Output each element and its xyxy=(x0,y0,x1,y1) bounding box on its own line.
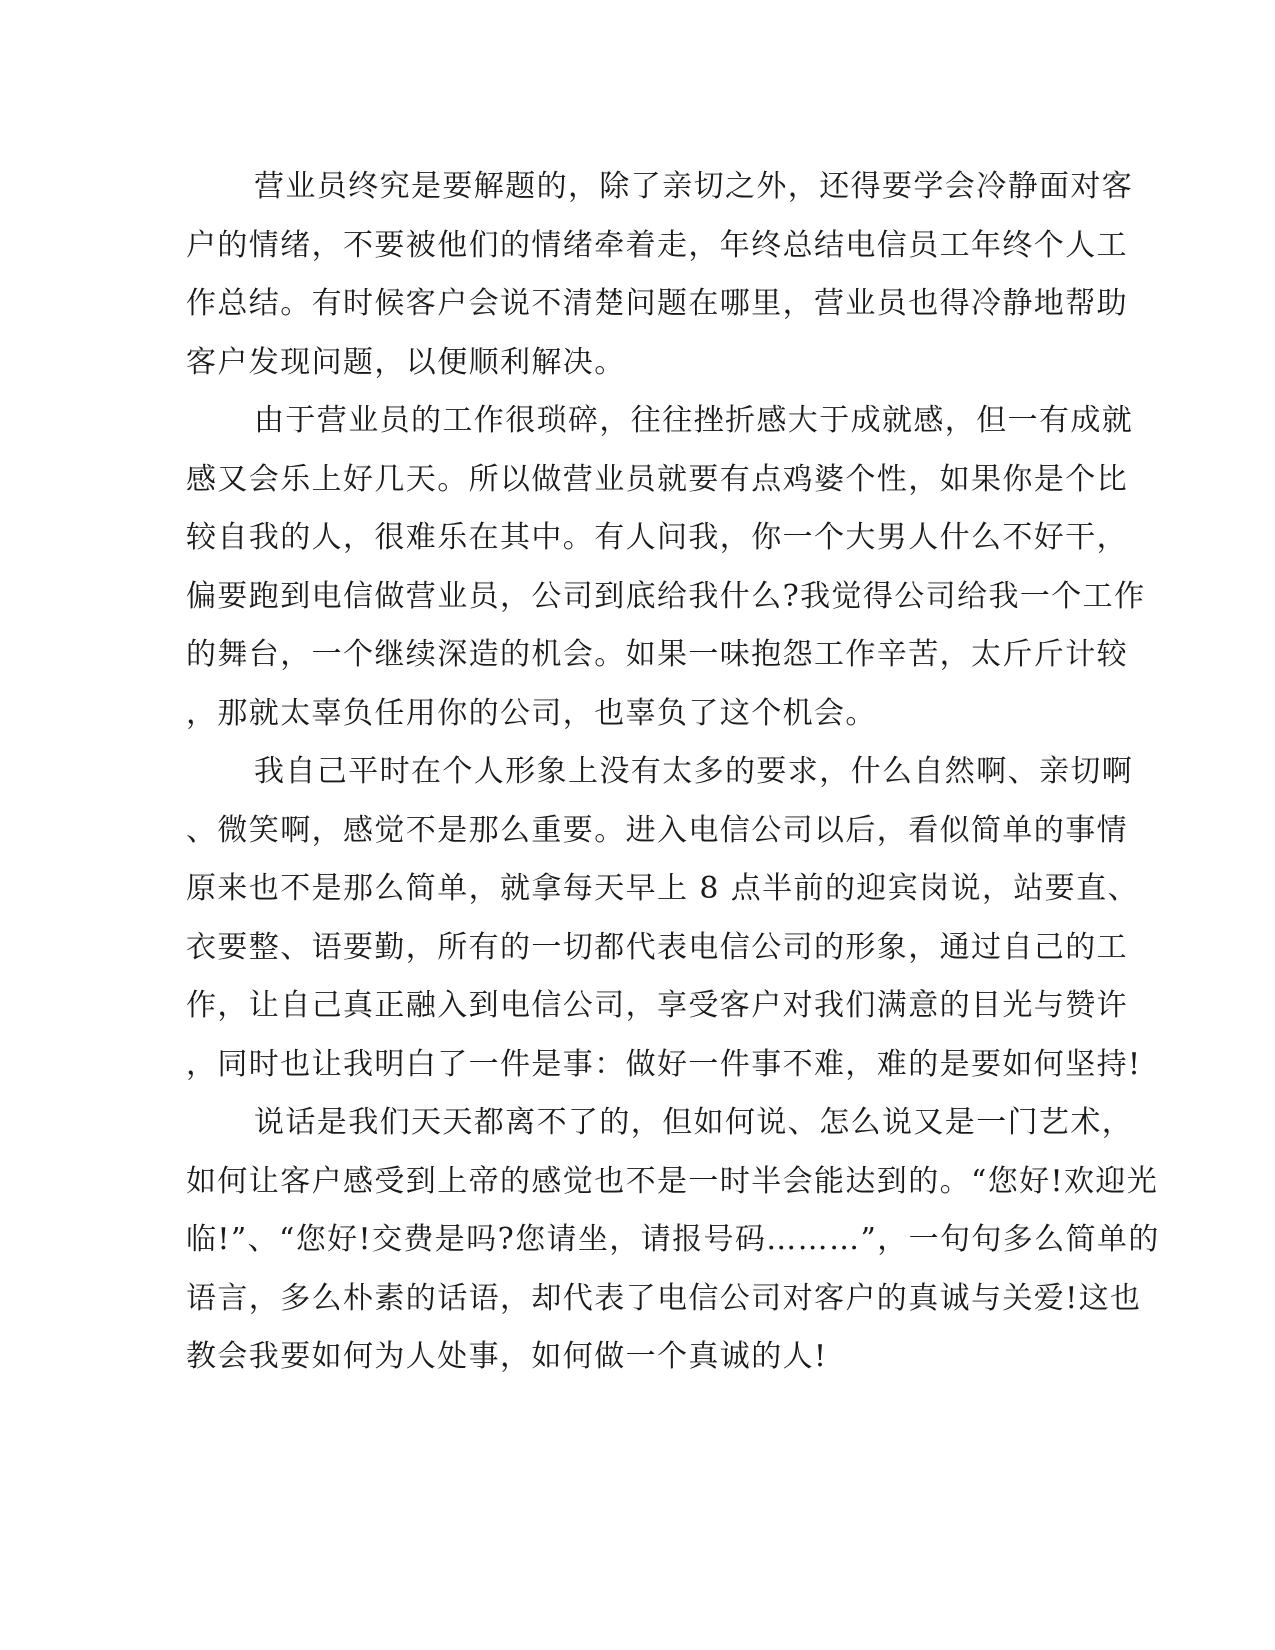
paragraph-2 xyxy=(186,392,1146,743)
text-line: 作总结。有时候客户会说不清楚问题在哪里，营业员也得冷静地帮助 xyxy=(186,286,1128,321)
text-line: 原来也不是那么简单，就拿每天早上 8 点半前的迎宾岗说，站要直、 xyxy=(186,871,1139,906)
text-line: 作，让自己真正融入到电信公司，享受客户对我们满意的目光与赞许 xyxy=(186,988,1128,1023)
text-line: 客户发现问题，以便顺利解决。 xyxy=(186,344,626,380)
text-line: 的舞台，一个继续深造的机会。如果一味抱怨工作辛苦，太斤斤计较 xyxy=(186,637,1128,672)
text-line: 感又会乐上好几天。所以做营业员就要有点鸡婆个性，如果你是个比 xyxy=(186,461,1128,497)
text-line: 我自己平时在个人形象上没有太多的要求，什么自然啊、亲切啊 xyxy=(254,754,1134,789)
text-line: 教会我要如何为人处事，如何做一个真诚的人! xyxy=(186,1339,828,1374)
document-body xyxy=(186,158,1160,1387)
text-line: ，那就太辜负任用你的公司，也辜负了这个机会。 xyxy=(186,695,877,731)
text-line: 较自我的人，很难乐在其中。有人问我，你一个大男人什么不好干， xyxy=(186,520,1128,555)
paragraph-3 xyxy=(186,743,1142,1094)
text-line: 由于营业员的工作很琐碎，往往挫折感大于成就感，但一有成就 xyxy=(254,403,1134,438)
text-line: 临!”、“您好!交费是吗?您请坐，请报号码………”，一句句多么简单的 xyxy=(186,1222,1160,1257)
text-line: 说话是我们天天都离不了的，但如何说、怎么说又是一门艺术， xyxy=(254,1105,1134,1140)
text-line: 偏要跑到电信做营业员，公司到底给我什么?我觉得公司给我一个工作 xyxy=(186,578,1146,614)
text-line: 营业员终究是要解题的，除了亲切之外，还得要学会冷静面对客 xyxy=(254,169,1134,204)
text-line: 语言，多么朴素的话语，却代表了电信公司对客户的真诚与关爱!这也 xyxy=(186,1280,1142,1316)
paragraph-4 xyxy=(186,1094,1160,1387)
text-line: 户的情绪，不要被他们的情绪牵着走，年终总结电信员工年终个人工 xyxy=(186,227,1128,263)
text-line: 衣要整、语要勤，所有的一切都代表电信公司的形象，通过自己的工 xyxy=(186,929,1128,965)
text-line: 、微笑啊，感觉不是那么重要。进入电信公司以后，看似简单的事情 xyxy=(186,812,1128,848)
text-line: ，同时也让我明白了一件是事：做好一件事不难，难的是要如何坚持! xyxy=(186,1046,1142,1082)
text-line: 如何让客户感受到上帝的感觉也不是一时半会能达到的。“您好!欢迎光 xyxy=(186,1163,1159,1199)
paragraph-1 xyxy=(186,158,1134,392)
